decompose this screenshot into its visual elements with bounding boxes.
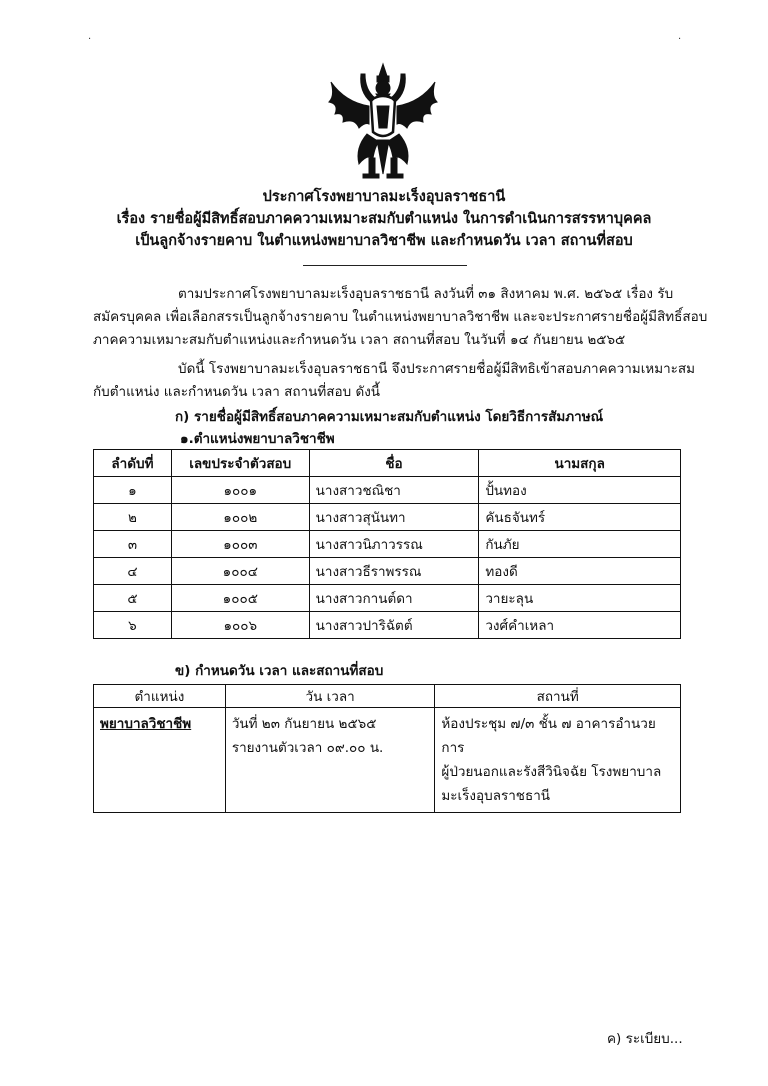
scan-mark: · (88, 34, 92, 45)
section-a-subheading: ๑.ตำแหน่งพยาบาลวิชาชีพ (180, 431, 335, 447)
column-header: ชื่อ (309, 450, 479, 477)
column-header: นามสกุล (479, 450, 681, 477)
last-name-cell: วายะลุน (479, 585, 681, 612)
column-header: ลำดับที่ (94, 450, 172, 477)
table-row (94, 504, 681, 531)
last-name-cell: ทองดี (479, 558, 681, 585)
table-row (94, 531, 681, 558)
position-cell (94, 708, 226, 813)
paragraph-1-line-2: สมัครบุคคล เพื่อเลือกสรรเป็นลูกจ้างรายคาบ ในตำแหน่งพยาบาลวิชาชีพ และจะประกาศรายชื่อผู้มีสิทธิ์สอบ (93, 309, 708, 325)
last-name-cell: ปั้นทอง (479, 477, 681, 504)
paragraph-1-line-1: ตามประกาศโรงพยาบาลมะเร็งอุบลราชธานี ลงวันที่ ๓๑ สิงหาคม พ.ศ. ๒๕๖๕ เรื่อง รับ (178, 286, 674, 302)
first-name-cell: นางสาวกานต์ดา (309, 585, 479, 612)
table-row (94, 558, 681, 585)
candidates-table (93, 449, 681, 639)
subject-line-1: เรื่อง รายชื่อผู้มีสิทธิ์สอบภาคความเหมาะสมกับตำแหน่ง ในการดำเนินการสรรหาบุคคล (116, 211, 652, 227)
report-time: รายงานตัวเวลา ๐๙.๐๐ น. (231, 740, 384, 756)
section-a-heading: ก) รายชื่อผู้มีสิทธิ์สอบภาคความเหมาะสมกับตำแหน่ง โดยวิธีการสัมภาษณ์ (175, 409, 604, 425)
announcement-title: ประกาศโรงพยาบาลมะเร็งอุบลราชธานี (262, 189, 506, 205)
column-header: เลขประจำตัวสอบ (171, 450, 309, 477)
section-b-heading: ข) กำหนดวัน เวลา และสถานที่สอบ (175, 663, 384, 679)
column-header: ตำแหน่ง (94, 685, 226, 708)
place-cell (435, 708, 681, 813)
table-row (94, 477, 681, 504)
scan-mark: · (678, 34, 682, 45)
table-row (94, 612, 681, 639)
paragraph-2-line-1: บัดนี้ โรงพยาบาลมะเร็งอุบลราชธานี จึงประกาศรายชื่อผู้มีสิทธิเข้าสอบภาคความเหมาะสม (178, 361, 696, 377)
column-header: วัน เวลา (225, 685, 435, 708)
continuation-note: ค) ระเบียบ... (607, 1031, 683, 1047)
first-name-cell: นางสาวปาริฉัตต์ (309, 612, 479, 639)
first-name-cell: นางสาวสุนันทา (309, 504, 479, 531)
paragraph-2-line-2: กับตำแหน่ง และกำหนดวัน เวลา สถานที่สอบ ดังนี้ (93, 384, 381, 400)
first-name-cell: นางสาวธีราพรรณ (309, 558, 479, 585)
position-label: พยาบาลวิชาชีพ (100, 716, 192, 732)
first-name-cell: นางสาวนิภาวรรณ (309, 531, 479, 558)
first-name-cell: นางสาวชณิชา (309, 477, 479, 504)
order-cell: ๒ (94, 504, 172, 531)
heading-divider (303, 265, 467, 266)
schedule-header-row (94, 685, 681, 708)
last-name-cell: กันภัย (479, 531, 681, 558)
exam-date: วันที่ ๒๓ กันยายน ๒๕๖๕ (231, 716, 377, 732)
schedule-table (93, 684, 681, 813)
order-cell: ๖ (94, 612, 172, 639)
order-cell: ๕ (94, 585, 172, 612)
order-cell: ๔ (94, 558, 172, 585)
paragraph-1-line-3: ภาคความเหมาะสมกับตำแหน่งและกำหนดวัน เวลา สถานที่สอบ ในวันที่ ๑๔ กันยายน ๒๕๖๕ (93, 332, 626, 348)
column-header: สถานที่ (435, 685, 681, 708)
exam-id-cell: ๑๐๐๑ (171, 477, 309, 504)
exam-id-cell: ๑๐๐๓ (171, 531, 309, 558)
place-line-3: มะเร็งอุบลราชธานี (441, 788, 551, 804)
garuda-emblem (325, 62, 441, 180)
last-name-cell: คันธจันทร์ (479, 504, 681, 531)
place-line-2: ผู้ป่วยนอกและรังสีวินิจฉัย โรงพยาบาล (441, 764, 662, 780)
last-name-cell: วงศ์คำเหลา (479, 612, 681, 639)
order-cell: ๑ (94, 477, 172, 504)
datetime-cell (225, 708, 435, 813)
order-cell: ๓ (94, 531, 172, 558)
exam-id-cell: ๑๐๐๔ (171, 558, 309, 585)
schedule-row (94, 708, 681, 813)
exam-id-cell: ๑๐๐๖ (171, 612, 309, 639)
table-header-row (94, 450, 681, 477)
exam-id-cell: ๑๐๐๕ (171, 585, 309, 612)
place-line-1: ห้องประชุม ๗/๓ ชั้น ๗ อาคารอำนวยการ (441, 716, 656, 756)
table-row (94, 585, 681, 612)
exam-id-cell: ๑๐๐๒ (171, 504, 309, 531)
subject-line-2: เป็นลูกจ้างรายคาบ ในตำแหน่งพยาบาลวิชาชีพ และกำหนดวัน เวลา สถานที่สอบ (135, 233, 633, 249)
